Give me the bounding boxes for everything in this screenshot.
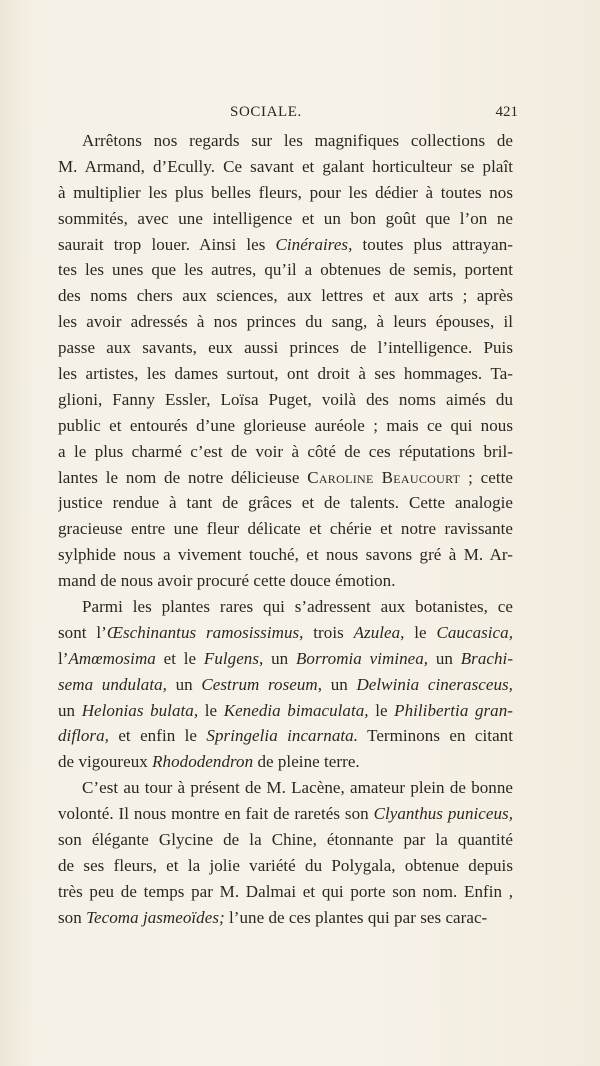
text-run: tes les unes que les autres, qu’il a obtenues de semis, portent [58, 260, 513, 280]
text-run: volonté. Il nous montre en fait de raretés son [58, 804, 374, 824]
text-run: les artistes, les dames surtout, ont droit à ses hommages. Ta- [58, 364, 513, 384]
text-run: les avoir adressés à nos princes du sang, à leurs épouses, il [58, 312, 513, 332]
text-run: l’ [58, 648, 69, 668]
text-run: un [166, 674, 202, 694]
text-run: un [58, 700, 82, 720]
text-line [58, 180, 513, 206]
italic-term: Kenedia bimaculata, [223, 700, 369, 720]
text-run: un [263, 648, 296, 668]
italic-term: Caucasica, [436, 622, 513, 642]
text-line [58, 723, 513, 749]
text-line [58, 413, 513, 439]
text-run: et enfin le [108, 726, 207, 746]
italic-term: Fulgens, [203, 648, 264, 668]
text-line [58, 568, 513, 594]
text-run: un [428, 648, 461, 668]
italic-term: Borromia viminea, [295, 648, 429, 668]
text-line [58, 853, 513, 879]
italic-term: Œschinantus ramosissimus, [106, 622, 304, 642]
italic-term: diflora, [58, 726, 109, 746]
italic-term: Cinéraires, [275, 234, 353, 254]
text-run: sylphide nous a vivement touché, et nous savons gré à M. Ar- [58, 545, 513, 565]
text-line [58, 620, 513, 646]
text-line [58, 387, 513, 413]
italic-term: Tecoma jasmeoïdes; [86, 907, 225, 927]
text-run: sommités, avec une intelligence et un bon goût que l’on ne [58, 208, 513, 228]
text-line [58, 672, 513, 698]
italic-term: Delwinia cinerasceus, [356, 674, 513, 694]
text-run: C’est au tour à présent de M. Lacène, amateur plein de bonne [82, 778, 513, 798]
text-run: ; cette [460, 467, 513, 487]
text-line [58, 594, 513, 620]
text-run: de pleine terre. [253, 752, 360, 772]
text-line [58, 154, 513, 180]
text-line [58, 439, 513, 465]
text-run: Arrêtons nos regards sur les magnifiques collections de [82, 131, 513, 150]
italic-term: Helonias bulata, [81, 700, 199, 720]
text-line [58, 646, 513, 672]
text-run: de ses fleurs, et la jolie variété du Polygala, obtenue depuis [58, 855, 513, 875]
text-line [58, 257, 513, 283]
text-run: public et entourés d’une glorieuse auréole ; mais ce qui nous [58, 415, 513, 435]
text-run: l’une de ces plantes qui par ses carac- [224, 907, 488, 927]
text-run: le [198, 700, 224, 720]
text-run: mand de nous avoir procuré cette douce émotion. [58, 571, 396, 591]
text-run: Parmi les plantes rares qui s’adressent aux botanistes, ce [82, 597, 513, 617]
text-run: sont l’ [58, 622, 107, 642]
text-run: passe aux savants, eux aussi princes de l’intelligence. Puis [58, 338, 513, 358]
text-run: M. Armand, d’Ecully. Ce savant et galant horticulteur se plaît [58, 156, 513, 176]
text-run: justice rendue à tant de grâces et de talents. Cette analogie [58, 493, 513, 513]
text-run: Terminons en citant [358, 726, 513, 746]
running-head [58, 104, 518, 124]
text-run: a le plus charmé c’est de voir à côté de ces réputations bril- [58, 441, 513, 461]
body-text [58, 128, 513, 931]
text-line [58, 490, 513, 516]
text-line [58, 542, 513, 568]
italic-term: Azulea, [353, 622, 405, 642]
text-run: son [58, 907, 87, 927]
text-line [58, 801, 513, 827]
italic-term: Rhododendron [152, 752, 254, 772]
text-run: et le [155, 648, 204, 668]
text-run: saurait trop louer. Ainsi les [58, 234, 276, 254]
text-line [58, 698, 513, 724]
text-line [58, 232, 513, 258]
text-run: son élégante Glycine de la Chine, étonnante par la quantité [58, 830, 513, 850]
text-line [58, 283, 513, 309]
page-number: 421 [495, 104, 518, 120]
text-line [58, 775, 513, 801]
text-run: gracieuse entre une fleur délicate et chérie et notre ravissante [58, 519, 513, 539]
text-line [58, 465, 513, 491]
text-line [58, 749, 513, 775]
text-line [58, 827, 513, 853]
text-run: le [404, 622, 437, 642]
italic-term: Cestrum roseum, [201, 674, 323, 694]
small-caps-name: Caroline Beaucourt [307, 467, 461, 487]
text-run: à multiplier les plus belles fleurs, pour les dédier à toutes nos [58, 182, 513, 202]
text-line [58, 516, 513, 542]
text-run: le [368, 700, 395, 720]
text-line [58, 128, 513, 154]
text-run: toutes plus attrayan- [352, 234, 513, 254]
text-line [58, 879, 513, 905]
italic-term: Amœmosima [68, 648, 156, 668]
text-run: glioni, Fanny Essler, Loïsa Puget, voilà des noms aimés du [58, 389, 513, 409]
italic-term: Brachi- [460, 648, 513, 668]
text-run: lantes le nom de notre délicieuse [58, 467, 308, 487]
text-run: trois [303, 622, 354, 642]
text-line [58, 905, 513, 931]
running-head-title: SOCIALE. [230, 104, 302, 120]
text-line [58, 206, 513, 232]
text-run: un [322, 674, 357, 694]
italic-term: sema undulata, [58, 674, 167, 694]
text-run: très peu de temps par M. Dalmai et qui porte son nom. Enfin , [58, 881, 513, 901]
text-line [58, 309, 513, 335]
text-run: de vigoureux [58, 752, 153, 772]
italic-term: Philibertia gran- [394, 700, 513, 720]
text-line [58, 361, 513, 387]
italic-term: Clyanthus puniceus, [373, 804, 513, 824]
text-line [58, 335, 513, 361]
text-run: des noms chers aux sciences, aux lettres et aux arts ; après [58, 286, 513, 306]
italic-term: Springelia incarnata. [206, 726, 358, 746]
